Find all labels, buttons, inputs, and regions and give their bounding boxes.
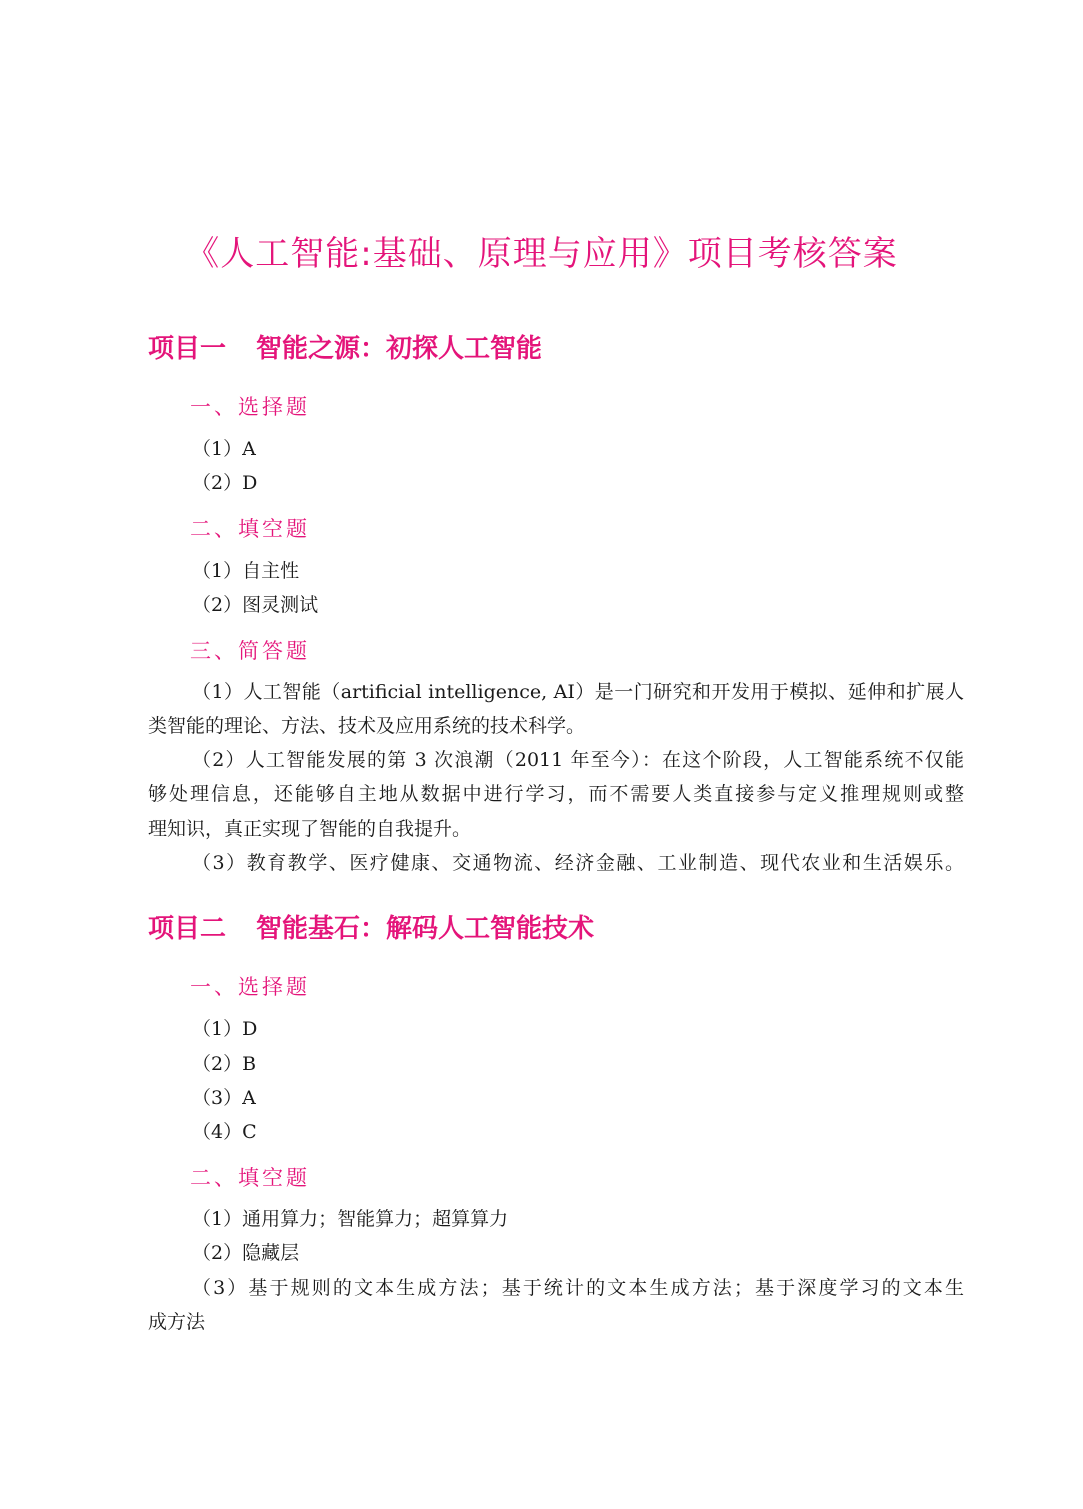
p2-choice-answer: （1）D [192,1018,258,1040]
p1-fill-heading: 二、填空题 [190,517,310,541]
p1-choice-answer: （2）D [192,472,258,494]
p1-short-answer-2-line: 理知识，真正实现了智能的自我提升。 [148,818,472,840]
project-1-title: 智能之源：初探人工智能 [256,334,543,364]
p1-short-answer-1-line: 类智能的理论、方法、技术及应用系统的技术科学。 [148,715,586,737]
project-1-label: 项目一 [148,334,227,364]
p2-choice-answer: （3）A [192,1087,256,1109]
p2-fill-answer: （2）隐藏层 [192,1242,300,1264]
project-2-label: 项目二 [148,914,227,944]
p1-choice-heading: 一、选择题 [190,395,310,419]
project-1-heading [148,328,542,365]
project-2-title: 智能基石：解码人工智能技术 [256,914,595,944]
p1-short-answer-2-line: 够处理信息，还能够自主地从数据中进行学习，而不需要人类直接参与定义推理规则或整 [148,783,964,805]
p2-fill-answer-3-line: （3）基于规则的文本生成方法；基于统计的文本生成方法；基于深度学习的文本生 [192,1277,964,1299]
p2-fill-heading: 二、填空题 [190,1166,310,1190]
p1-short-answer-3-line: （3）教育教学、医疗健康、交通物流、经济金融、工业制造、现代农业和生活娱乐。 [192,852,964,874]
p2-fill-answer-3-line: 成方法 [148,1311,206,1333]
p1-fill-answer: （2）图灵测试 [192,594,319,616]
p2-choice-answer: （2）B [192,1053,257,1075]
p1-short-answer-1-line: （1）人工智能（artificial intelligence, AI）是一门研究和开发用于模拟、延伸和扩展人 [192,681,964,703]
p1-short-heading: 三、简答题 [190,639,310,663]
p2-choice-answer: （4）C [192,1121,257,1143]
p2-choice-heading: 一、选择题 [190,975,310,999]
p1-fill-answer: （1）自主性 [192,560,300,582]
project-2-heading [148,908,594,945]
p1-short-answer-2-line: （2）人工智能发展的第 3 次浪潮（2011 年至今）：在这个阶段，人工智能系统不仅能 [192,749,964,771]
document-title: 《人工智能:基础、原理与应用》项目考核答案 [185,234,898,274]
p2-fill-answer: （1）通用算力；智能算力；超算算力 [192,1208,509,1230]
p1-choice-answer: （1）A [192,438,256,460]
